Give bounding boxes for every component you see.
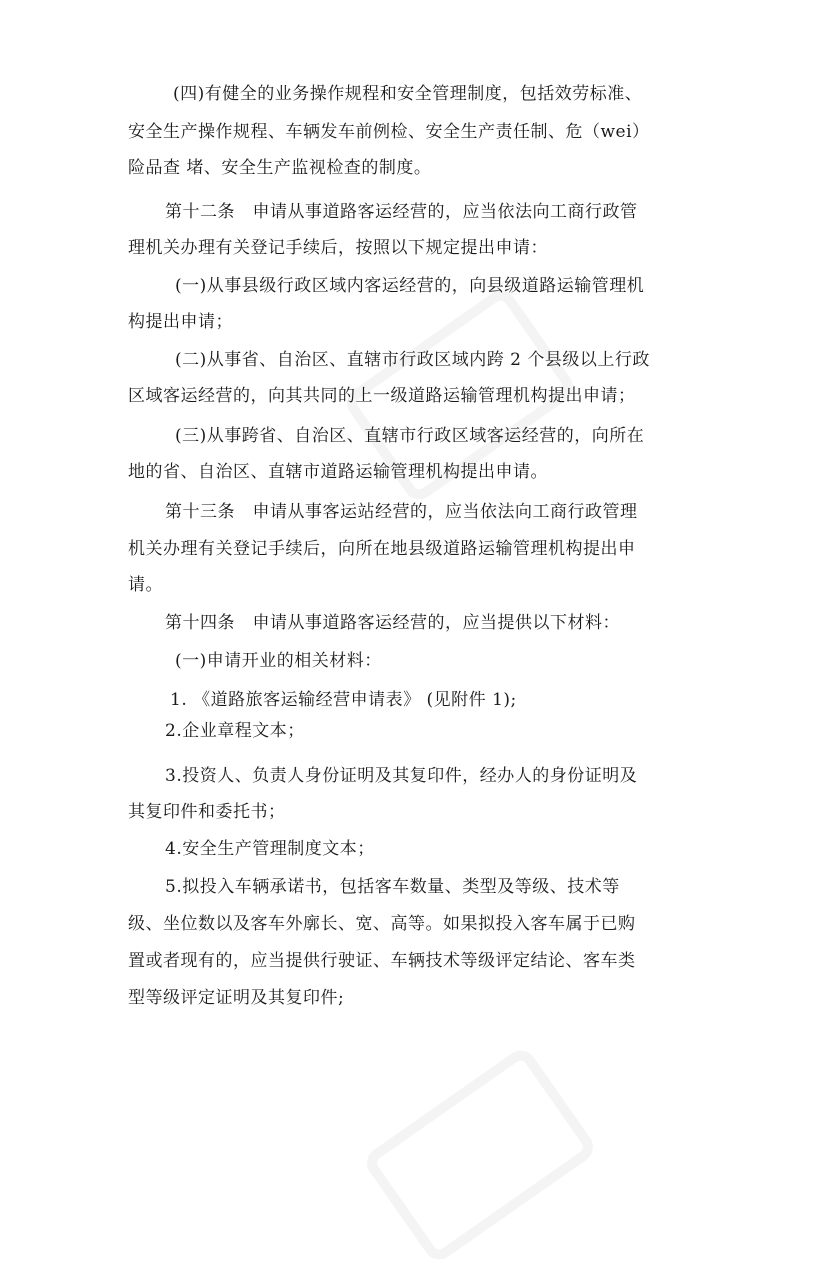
text-line: 第十四条 申请从事道路客运经营的，应当提供以下材料：: [165, 613, 620, 633]
text-line: (二)从事省、自治区、直辖市行政区域内跨 2 个县级以上行政: [175, 350, 650, 370]
text-line: 1. 《道路旅客运输经营申请表》 (见附件 1);: [170, 690, 517, 710]
text-line: 区域客运经营的，向其共同的上一级道路运输管理机构提出申请；: [128, 386, 636, 406]
watermark-logo: [361, 1044, 599, 1265]
text-line: 4.安全生产管理制度文本；: [165, 839, 375, 859]
text-line: 其复印件和委托书；: [128, 802, 286, 822]
text-line: 构提出申请；: [128, 312, 233, 332]
text-line: 理机关办理有关登记手续后，按照以下规定提出申请：: [128, 238, 548, 258]
text-line: 地的省、自治区、直辖市道路运输管理机构提出申请。: [128, 462, 548, 482]
text-line: 机关办理有关登记手续后，向所在地县级道路运输管理机构提出申: [128, 539, 636, 559]
text-line: (一)从事县级行政区域内客运经营的，向县级道路运输管理机: [175, 276, 645, 296]
text-line: 请。: [128, 575, 163, 595]
text-line: 5.拟投入车辆承诺书，包括客车数量、类型及等级、技术等: [165, 877, 620, 897]
text-line: 置或者现有的，应当提供行驶证、车辆技术等级评定结论、客车类: [128, 951, 636, 971]
text-line: (三)从事跨省、自治区、直辖市行政区域客运经营的，向所在: [175, 426, 645, 446]
text-line: (四)有健全的业务操作规程和安全管理制度，包括效劳标准、: [173, 84, 643, 104]
text-line: 安全生产操作规程、车辆发车前例检、安全生产责任制、危（wei）: [128, 122, 650, 142]
text-line: 3.投资人、负责人身份证明及其复印件，经办人的身份证明及: [165, 766, 638, 786]
text-line: 险品查 堵、安全生产监视检查的制度。: [128, 158, 432, 178]
text-line: 第十二条 申请从事道路客运经营的，应当依法向工商行政管: [165, 202, 638, 222]
text-line: 级、坐位数以及客车外廓长、宽、高等。如果拟投入客车属于已购: [128, 914, 636, 934]
text-line: 型等级评定证明及其复印件;: [128, 988, 345, 1008]
text-line: 2.企业章程文本；: [165, 721, 305, 741]
text-line: 第十三条 申请从事客运站经营的，应当依法向工商行政管理: [165, 502, 638, 522]
text-line: (一)申请开业的相关材料：: [175, 651, 382, 671]
